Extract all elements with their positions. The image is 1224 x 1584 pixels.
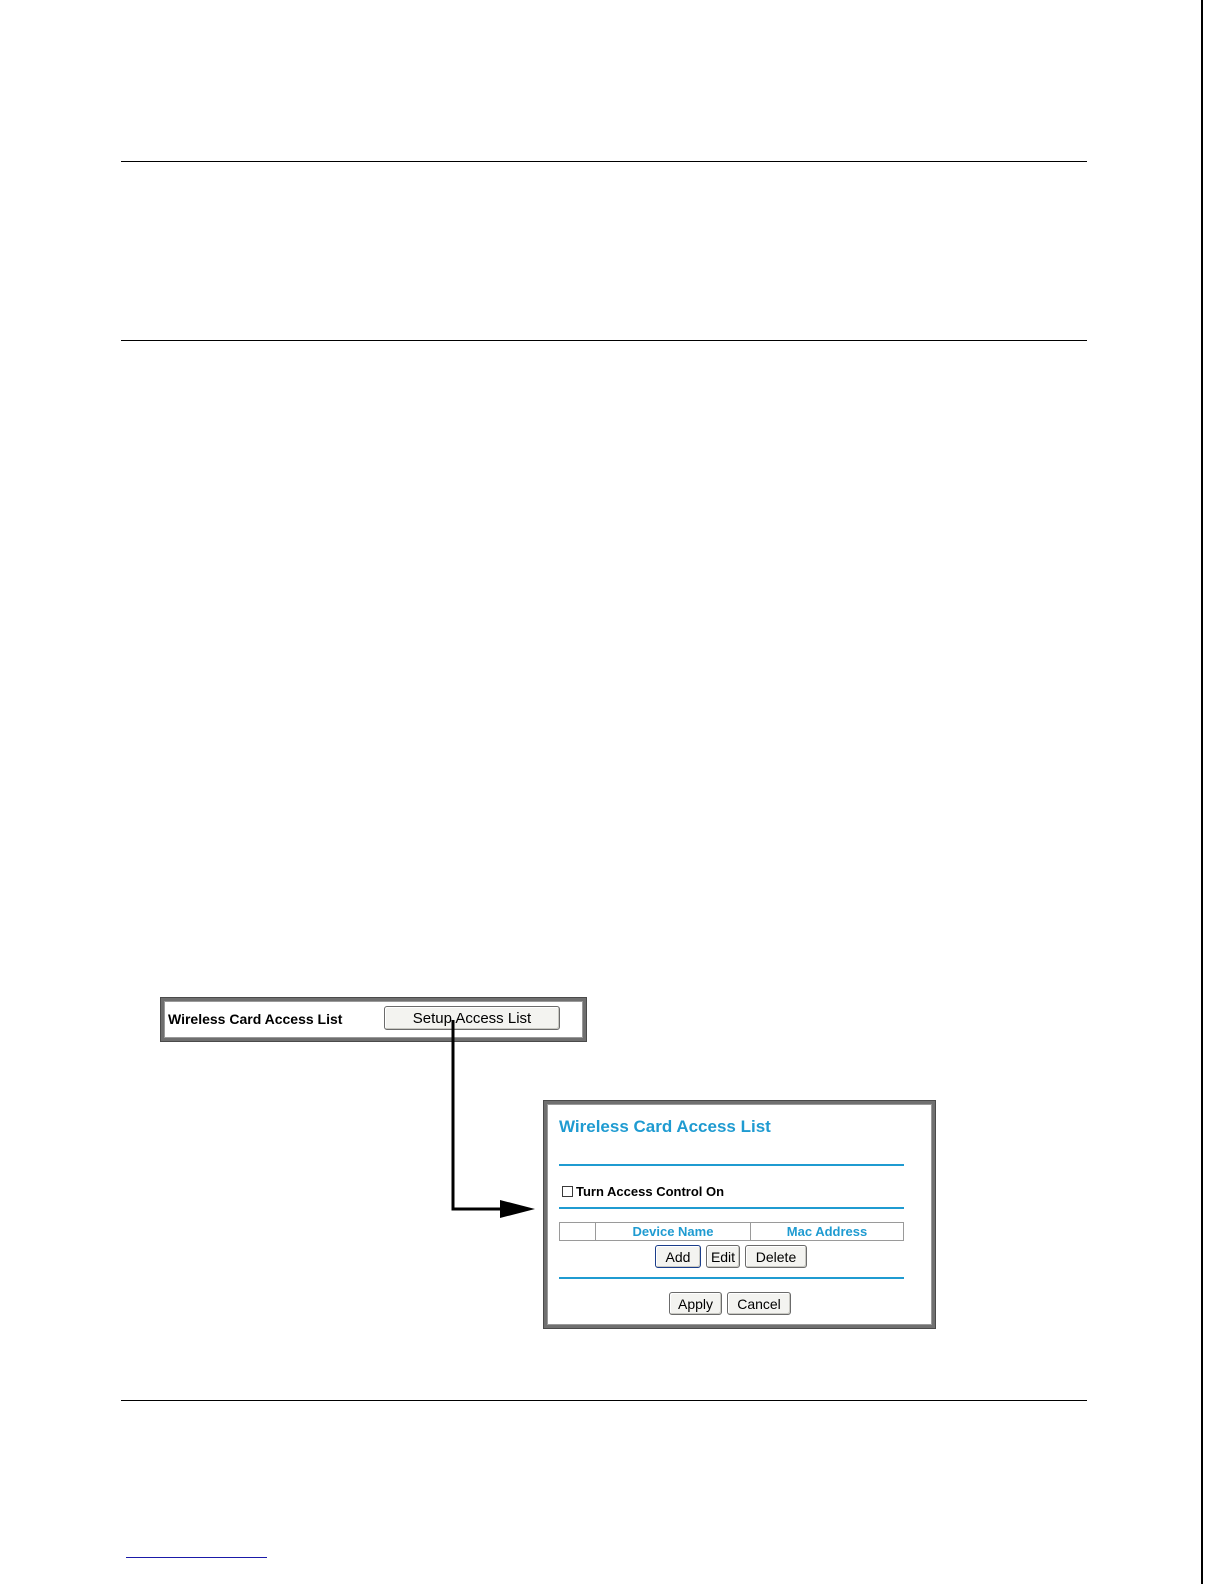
access-list-table (559, 1222, 904, 1241)
access-list-dialog (543, 1100, 936, 1329)
access-list-label: Wireless Card Access List (168, 1011, 343, 1027)
connector-line (453, 1020, 502, 1209)
header-rule-bottom (121, 340, 1087, 341)
dialog-title: Wireless Card Access List (559, 1117, 771, 1136)
page-edge-line (1201, 0, 1203, 1584)
setup-access-list-button[interactable]: Setup Access List (384, 1006, 560, 1030)
mac-address-column-header: Mac Address (751, 1223, 904, 1241)
divider-middle (559, 1207, 904, 1209)
access-control-toggle-row[interactable] (562, 1184, 724, 1199)
edit-button[interactable]: Edit (706, 1245, 740, 1268)
footer-link-underline[interactable] (126, 1557, 267, 1558)
cancel-button[interactable]: Cancel (727, 1292, 791, 1315)
table-header-row (560, 1223, 904, 1241)
delete-button[interactable]: Delete (745, 1245, 807, 1268)
divider-top (559, 1164, 904, 1166)
footer-rule (121, 1400, 1087, 1401)
dialog-inner-panel (547, 1104, 932, 1325)
arrowhead-icon (500, 1200, 535, 1218)
device-name-column-header: Device Name (596, 1223, 751, 1241)
access-control-checkbox[interactable] (562, 1186, 573, 1197)
select-column-header (560, 1223, 596, 1241)
connector-arrow (440, 1020, 540, 1220)
add-button[interactable]: Add (655, 1245, 701, 1268)
divider-bottom (559, 1277, 904, 1279)
header-rule-top (121, 161, 1087, 162)
apply-button[interactable]: Apply (669, 1292, 722, 1315)
access-control-label: Turn Access Control On (576, 1184, 725, 1199)
